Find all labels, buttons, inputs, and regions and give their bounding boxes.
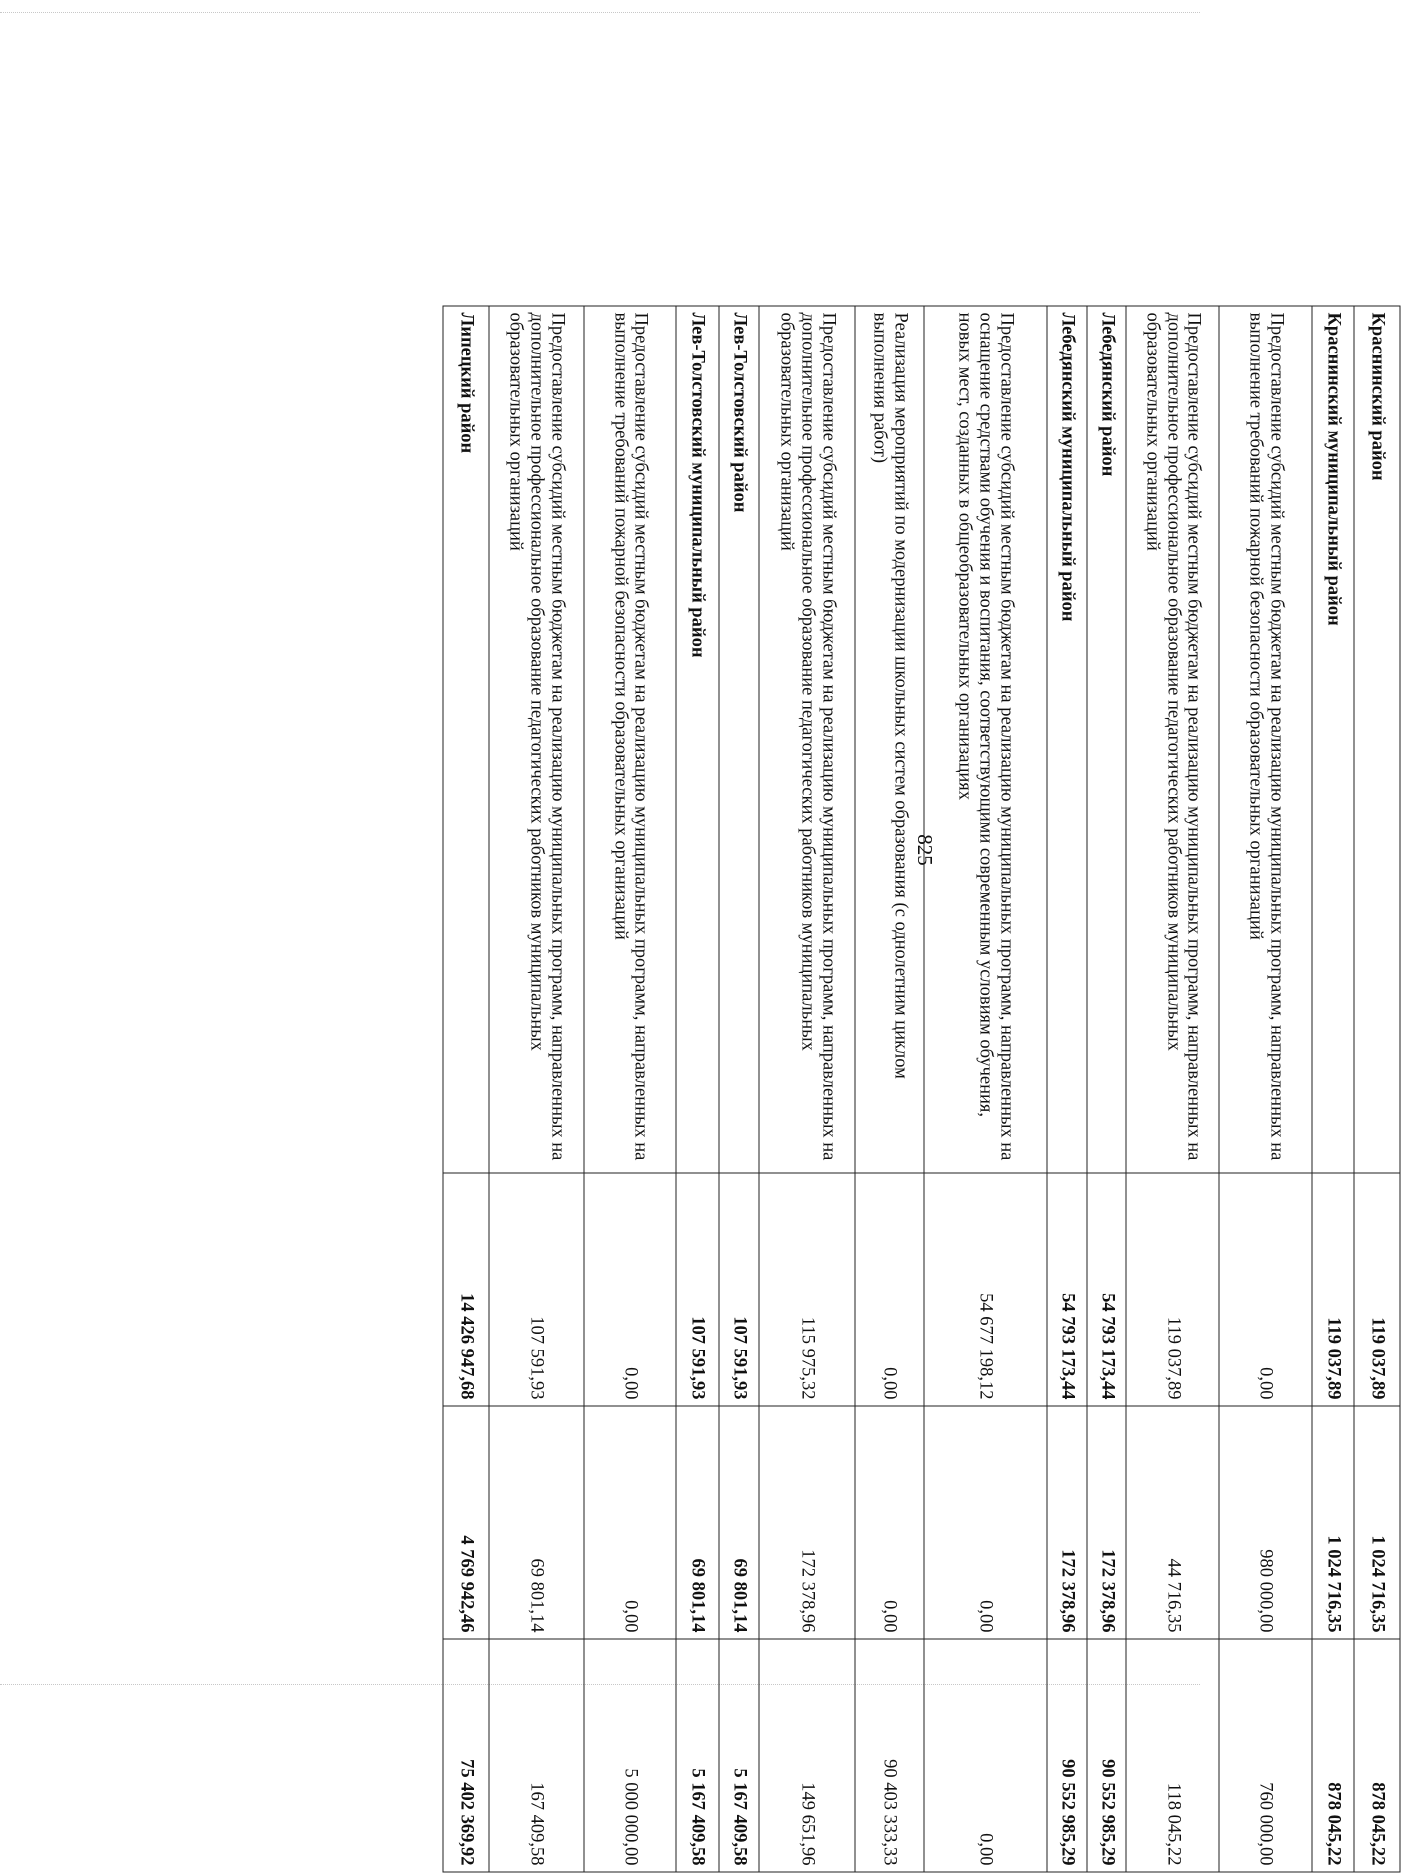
value-col-3: 167 409,58 — [489, 1639, 584, 1872]
table-row — [1312, 306, 1355, 1872]
value-col-2: 0,00 — [855, 1406, 924, 1639]
value-col-3: 5 167 409,58 — [676, 1639, 719, 1872]
row-name: Лев-Толстовский муниципальный район — [676, 306, 719, 1173]
value-col-3: 0,00 — [924, 1639, 1047, 1872]
value-col-2: 172 378,96 — [1047, 1406, 1087, 1639]
table-row — [924, 306, 1047, 1872]
row-name: Предоставление субсидий местным бюджетам на реализацию муниципальных программ, направленных на дополнительное профессиональное образование педагогических работников муниципальных образовательных организаций — [489, 306, 584, 1173]
value-col-1: 0,00 — [1219, 1173, 1312, 1406]
value-col-1: 107 591,93 — [489, 1173, 584, 1406]
value-col-3: 118 045,22 — [1126, 1639, 1219, 1872]
row-name: Краснинский район — [1354, 306, 1400, 1173]
table-row — [1126, 306, 1219, 1872]
row-name: Лебедянский район — [1087, 306, 1126, 1173]
value-col-2: 0,00 — [924, 1406, 1047, 1639]
value-col-3: 90 403 333,33 — [855, 1639, 924, 1872]
value-col-3: 149 651,96 — [759, 1639, 855, 1872]
value-col-3: 90 552 985,29 — [1087, 1639, 1126, 1872]
scan-top-edge — [0, 12, 1200, 13]
value-col-2: 172 378,96 — [759, 1406, 855, 1639]
value-col-3: 5 167 409,58 — [719, 1639, 759, 1872]
value-col-2: 69 801,14 — [719, 1406, 759, 1639]
row-name: Предоставление субсидий местным бюджетам на реализацию муниципальных программ, направленных на выполнение требований пожарной безопасности образовательных организаций — [584, 306, 677, 1173]
value-col-2: 0,00 — [584, 1406, 677, 1639]
value-col-2: 4 769 942,46 — [443, 1406, 489, 1639]
value-col-2: 1 024 716,35 — [1312, 1406, 1355, 1639]
value-col-1: 119 037,89 — [1126, 1173, 1219, 1406]
table-row — [759, 306, 855, 1872]
table-row — [1087, 306, 1126, 1872]
row-name: Предоставление субсидий местным бюджетам на реализацию муниципальных программ, направленных на дополнительное профессиональное образование педагогических работников муниципальных образовательных организаций — [1126, 306, 1219, 1173]
row-name: Липецкий район — [443, 306, 489, 1173]
value-col-1: 54 793 173,44 — [1047, 1173, 1087, 1406]
table-row — [1219, 306, 1312, 1872]
value-col-3: 760 000,00 — [1219, 1639, 1312, 1872]
table-row — [489, 306, 584, 1872]
row-name: Краснинский муниципальный район — [1312, 306, 1355, 1173]
value-col-1: 54 677 198,12 — [924, 1173, 1047, 1406]
value-col-1: 0,00 — [855, 1173, 924, 1406]
row-name: Лебедянский муниципальный район — [1047, 306, 1087, 1173]
value-col-2: 172 378,96 — [1087, 1406, 1126, 1639]
budget-table-body — [443, 306, 1400, 1872]
value-col-3: 878 045,22 — [1354, 1639, 1400, 1872]
value-col-2: 980 000,00 — [1219, 1406, 1312, 1639]
value-col-1: 14 426 947,68 — [443, 1173, 489, 1406]
value-col-3: 75 402 369,92 — [443, 1639, 489, 1872]
budget-table — [443, 306, 1401, 1873]
value-col-2: 69 801,14 — [489, 1406, 584, 1639]
value-col-1: 115 975,32 — [759, 1173, 855, 1406]
value-col-2: 44 716,35 — [1126, 1406, 1219, 1639]
table-row — [855, 306, 924, 1872]
value-col-1: 107 591,93 — [676, 1173, 719, 1406]
value-col-1: 0,00 — [584, 1173, 677, 1406]
budget-table-rotated — [443, 306, 1401, 1873]
row-name: Лев-Толстовский район — [719, 306, 759, 1173]
value-col-2: 1 024 716,35 — [1354, 1406, 1400, 1639]
value-col-1: 119 037,89 — [1354, 1173, 1400, 1406]
table-row — [719, 306, 759, 1872]
value-col-1: 54 793 173,44 — [1087, 1173, 1126, 1406]
value-col-3: 5 000 000,00 — [584, 1639, 677, 1872]
row-name: Реализация мероприятий по модернизации школьных систем образования (с однолетним циклом выполнения работ) — [855, 306, 924, 1173]
value-col-3: 90 552 985,29 — [1047, 1639, 1087, 1872]
table-row — [676, 306, 719, 1872]
row-name: Предоставление субсидий местным бюджетам на реализацию муниципальных программ, направленных на выполнение требований пожарной безопасности образовательных организаций — [1219, 306, 1312, 1173]
value-col-2: 69 801,14 — [676, 1406, 719, 1639]
row-name: Предоставление субсидий местным бюджетам на реализацию муниципальных программ, направленных на дополнительное профессиональное образование педагогических работников муниципальных образовательных организаций — [759, 306, 855, 1173]
table-row — [443, 306, 489, 1872]
table-row — [584, 306, 677, 1872]
page-number: 825 — [913, 834, 937, 866]
value-col-1: 119 037,89 — [1312, 1173, 1355, 1406]
value-col-3: 878 045,22 — [1312, 1639, 1355, 1872]
value-col-1: 107 591,93 — [719, 1173, 759, 1406]
table-row — [1354, 306, 1400, 1872]
table-row — [1047, 306, 1087, 1872]
row-name: Предоставление субсидий местным бюджетам на реализацию муниципальных программ, направленных на оснащение средствами обучения и воспитания, соответствующими современным условиям обучения, новых мест, созданных в общеобразовательных организациях — [924, 306, 1047, 1173]
